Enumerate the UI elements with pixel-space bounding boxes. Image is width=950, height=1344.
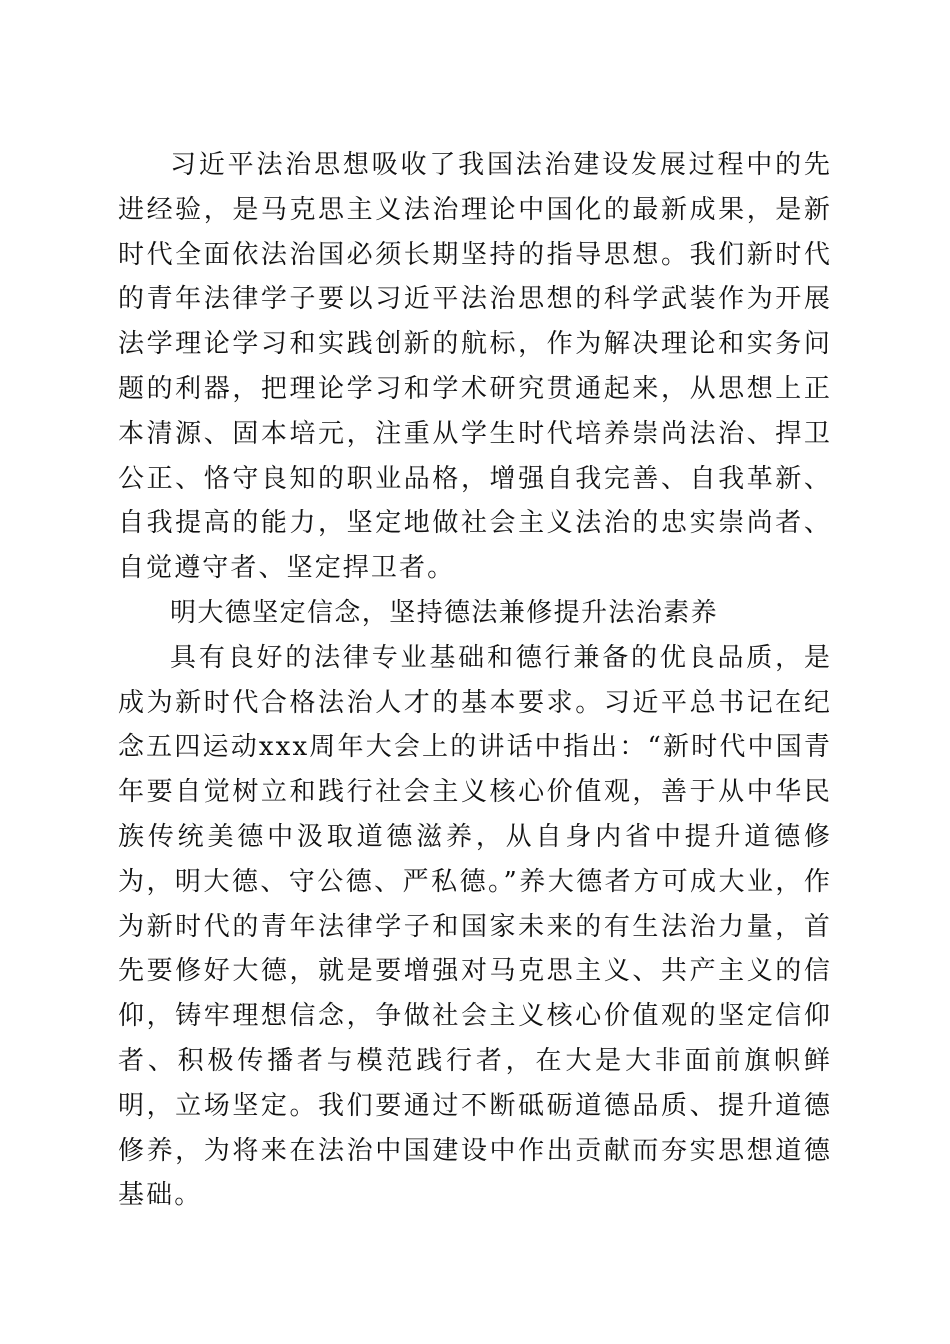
body-paragraph-2: 具有良好的法律专业基础和德行兼备的优良品质，是成为新时代合格法治人才的基本要求。习近平总书记在纪念五四运动xxx周年大会上的讲话中指出：“新时代中国青年要自觉树立和践行社会主义核心价值观，善于从中华民族传统美德中汲取道德滋养，从自身内省中提升道德修为，明大德、守公德、严私德。”养大德者方可成大业，作为新时代的青年法律学子和国家未来的有生法治力量，首先要修好大德，就是要增强对马克思主义、共产主义的信仰，铸牢理想信念，争做社会主义核心价值观的坚定信仰者、积极传播者与模范践行者，在大是大非面前旗帜鲜明，立场坚定。我们要通过不断砥砺道德品质、提升道德修养，为将来在法治中国建设中作出贡献而夯实思想道德基础。	[118, 642, 832, 1211]
section-heading: 明大德坚定信念，坚持德法兼修提升法治素养	[170, 597, 719, 628]
document-body	[118, 143, 832, 1218]
body-paragraph-1: 习近平法治思想吸收了我国法治建设发展过程中的先进经验，是马克思主义法治理论中国化的最新成果，是新时代全面依法治国必须长期坚持的指导思想。我们新时代的青年法律学子要以习近平法治思想的科学武装作为开展法学理论学习和实践创新的航标，作为解决理论和实务问题的利器，把理论学习和学术研究贯通起来，从思想上正本清源、固本培元，注重从学生时代培养崇尚法治、捍卫公正、恪守良知的职业品格，增强自我完善、自我革新、自我提高的能力，坚定地做社会主义法治的忠实崇尚者、自觉遵守者、坚定捍卫者。	[118, 150, 832, 584]
